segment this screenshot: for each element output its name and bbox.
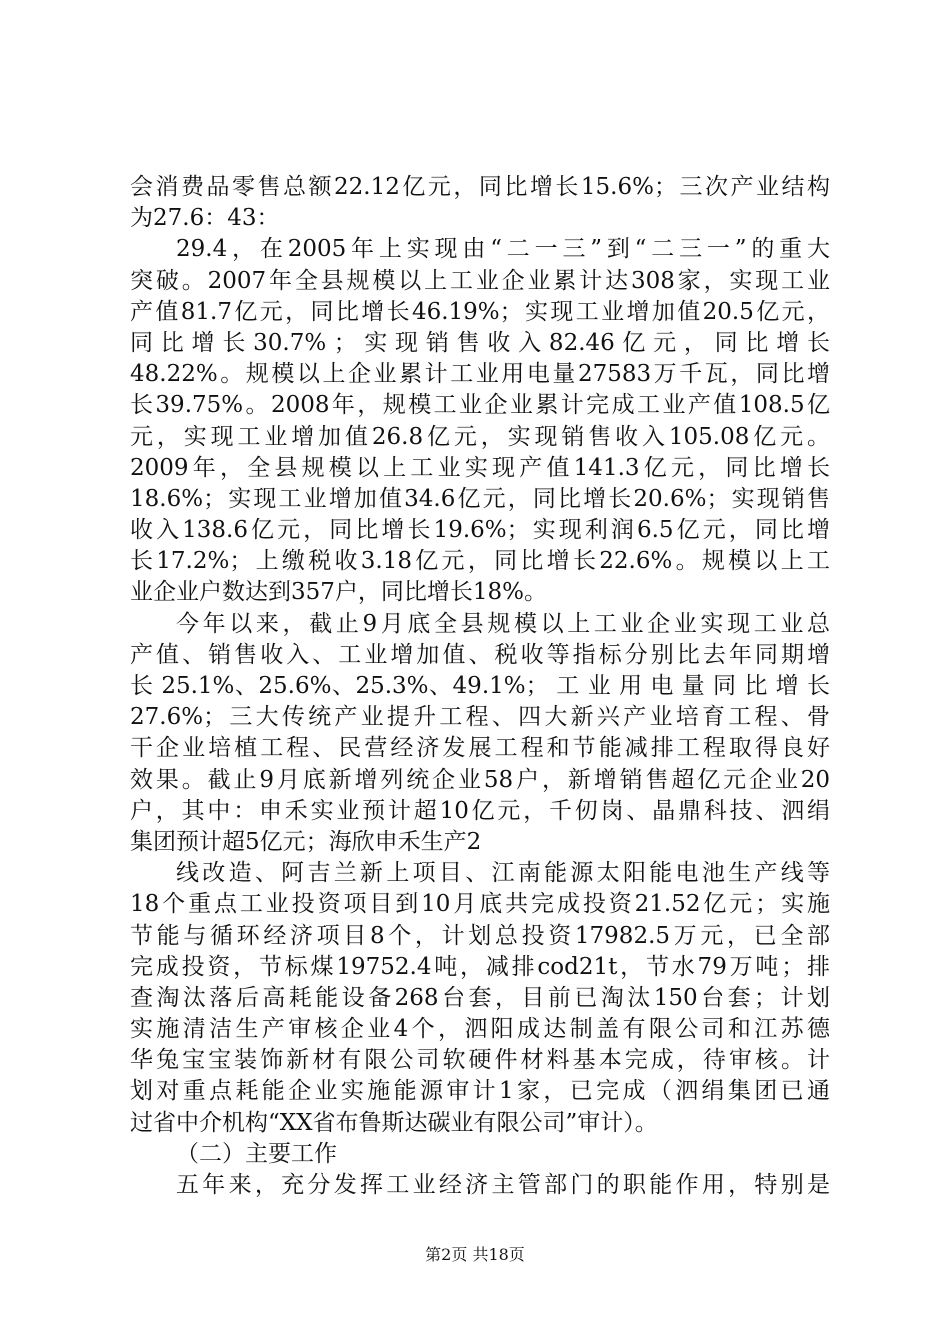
text-line: 收入138.6亿元，同比增长19.6%；实现利润6.5亿元，同比增 bbox=[130, 517, 830, 544]
text-line: 效果。截止9月底新增列统企业58户，新增销售超亿元企业20 bbox=[130, 766, 830, 793]
text-line: 查淘汰落后高耗能设备268台套，目前已淘汰150台套；计划 bbox=[130, 984, 830, 1011]
text-line: 线改造、阿吉兰新上项目、江南能源太阳能电池生产线等 bbox=[176, 860, 830, 887]
text-line: 划对重点耗能企业实施能源审计1家，已完成（泗绢集团已通 bbox=[130, 1078, 830, 1105]
text-line: 今年以来，截止9月底全县规模以上工业企业实现工业总 bbox=[176, 610, 830, 637]
text-line: 过省中介机构“XX省布鲁斯达碳业有限公司”审计）。 bbox=[130, 1109, 658, 1136]
text-line: 长39.75%。2008年，规模工业企业累计完成工业产值108.5亿 bbox=[130, 392, 830, 419]
text-line: 会消费品零售总额22.12亿元，同比增长15.6%；三次产业结构 bbox=[130, 174, 830, 200]
page-footer: 第2页 共18页 bbox=[425, 1245, 525, 1264]
text-line: 27.6%；三大传统产业提升工程、四大新兴产业培育工程、骨 bbox=[130, 704, 830, 731]
text-line: 业企业户数达到357户，同比增长18%。 bbox=[130, 579, 548, 606]
text-line: 五年来，充分发挥工业经济主管部门的职能作用，特别是 bbox=[176, 1172, 830, 1198]
text-line: 产值81.7亿元，同比增长46.19%；实现工业增加值20.5亿元， bbox=[130, 298, 830, 325]
text-line: 节能与循环经济项目8个，计划总投资17982.5万元，已全部 bbox=[130, 922, 830, 949]
text-line: 29.4，在2005年上实现由“二一三”到“二三一”的重大 bbox=[176, 236, 830, 263]
text-line: 实施清洁生产审核企业4个，泗阳成达制盖有限公司和江苏德 bbox=[130, 1016, 830, 1043]
text-line: 华兔宝宝装饰新材有限公司软硬件材料基本完成，待审核。计 bbox=[130, 1047, 830, 1074]
text-line: 突破。2007年全县规模以上工业企业累计达308家，实现工业 bbox=[130, 267, 830, 294]
body-text bbox=[130, 172, 830, 1201]
text-line: 18.6%；实现工业增加值34.6亿元，同比增长20.6%；实现销售 bbox=[130, 485, 830, 512]
text-line: 18个重点工业投资项目到10月底共完成投资21.52亿元；实施 bbox=[130, 891, 830, 918]
text-line: 长17.2%；上缴税收3.18亿元，同比增长22.6%。规模以上工 bbox=[130, 548, 830, 575]
text-line: 户，其中：申禾实业预计超10亿元，千仞岗、晶鼎科技、泗绢 bbox=[130, 797, 830, 824]
text-line: 干企业培植工程、民营经济发展工程和节能减排工程取得良好 bbox=[130, 735, 830, 762]
text-line: 产值、销售收入、工业增加值、税收等指标分别比去年同期增 bbox=[130, 641, 830, 668]
text-line: 集团预计超5亿元；海欣申禾生产2 bbox=[130, 828, 482, 855]
text-line: 为27.6：43： bbox=[130, 205, 280, 232]
text-line: 48.22%。规模以上企业累计工业用电量27583万千瓦，同比增 bbox=[130, 361, 830, 388]
text-line: 同 比 增 长 30.7% ； 实 现 销 售 收 入 82.46 亿 元 ， 同 比 增 长 bbox=[130, 329, 830, 356]
text-line: 元，实现工业增加值26.8亿元，实现销售收入105.08亿元。 bbox=[130, 423, 830, 450]
text-line: 完成投资，节标煤19752.4吨，减排cod21t，节水79万吨；排 bbox=[130, 953, 830, 980]
text-line: 长 25.1%、25.6%、25.3%、49.1%； 工 业 用 电 量 同 比 增 长 bbox=[130, 673, 830, 699]
text-line: 2009年，全县规模以上工业实现产值141.3亿元，同比增长 bbox=[130, 454, 830, 481]
section-heading: （二）主要工作 bbox=[176, 1140, 337, 1167]
